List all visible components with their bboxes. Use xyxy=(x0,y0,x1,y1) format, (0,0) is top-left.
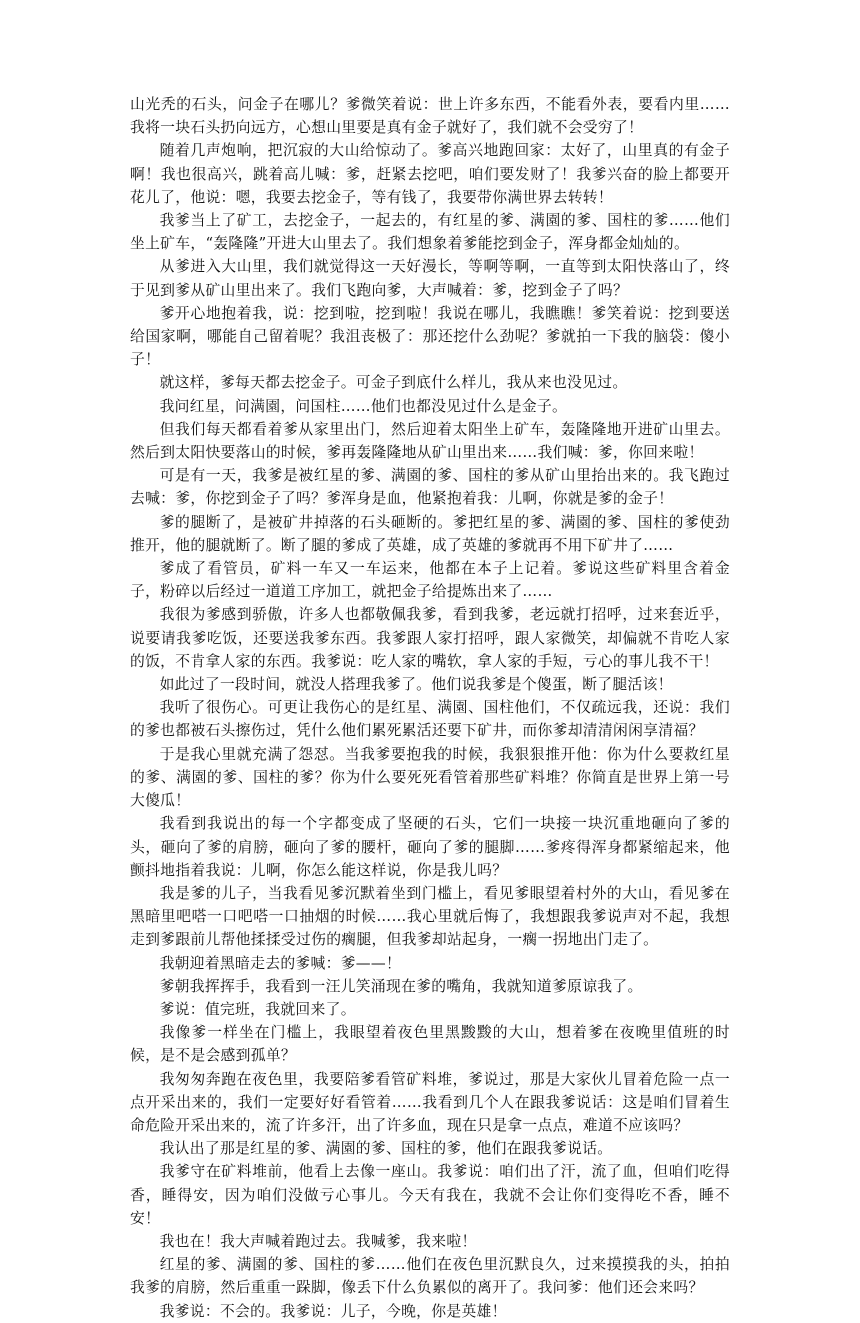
paragraph: 于是我心里就充满了怨怼。当我爹要抱我的时候，我狠狠推开他：你为什么要救红星的爹、满園的爹、国柱的爹？你为什么要死死看管着那些矿料堆？你简直是世界上第一号大傻瓜！ xyxy=(130,745,730,810)
paragraph: 随着几声炮响，把沉寂的大山给惊动了。爹高兴地跑回家：太好了，山里真的有金子啊！我也很高兴，跳着高儿喊：爹，赶紧去挖吧，咱们要发财了！我爹兴奋的脸上都要开花儿了，他说：嗯，我要去挖金子，等有钱了，我要带你满世界去转转！ xyxy=(130,142,730,206)
paragraph: 我认出了那是红星的爹、满園的爹、国柱的爹，他们在跟我爹说话。 xyxy=(159,1140,613,1158)
paragraph: 我匆匆奔跑在夜色里，我要陪爹看管矿料堆，爹说过，那是大家伙儿冒着危险一点一点开采出来的，我们一定要好好看管着……我看到几个人在跟我爹说话：这是咱们冒着生命危险开采出来的，流了许多汗，出了许多血，现在只是拿一点点，难道不应该吗？ xyxy=(130,1070,730,1134)
paragraph-continuation: 山光秃的石头，问金子在哪儿？爹微笑着说：世上许多东西，不能看外表，要看内里……我将一块石头扔向远方，心想山里要是真有金子就好了，我们就不会受穷了！ xyxy=(130,96,730,137)
paragraph: 我爹当上了矿工，去挖金子，一起去的，有红星的爹、满園的爹、国柱的爹……他们坐上矿车，“轰隆隆”开进大山里去了。我们想象着爹能挖到金子，浑身都金灿灿的。 xyxy=(130,212,730,253)
paragraph: 就这样，爹每天都去挖金子。可金子到底什么样儿，我从来也没见过。 xyxy=(159,374,628,392)
paragraph: 我爹守在矿料堆前，他看上去像一座山。我爹说：咱们出了汗，流了血，但咱们吃得香，睡得安，因为咱们没做亏心事儿。今天有我在，我就不会让你们变得吃不香，睡不安！ xyxy=(130,1163,730,1227)
paragraph: 可是有一天，我爹是被红星的爹、满園的爹、国柱的爹从矿山里抬出来的。我飞跑过去喊：爹，你挖到金子了吗？爹浑身是血，他紧抱着我：儿啊，你就是爹的金子！ xyxy=(130,467,730,508)
paragraph: 爹说：值完班，我就回来了。 xyxy=(159,1000,356,1018)
paragraph: 我朝迎着黑暗走去的爹喊：爹——！ xyxy=(159,954,402,972)
paragraph: 爹朝我挥挥手，我看到一汪儿笑涌现在爹的嘴角，我就知道爹原谅我了。 xyxy=(159,977,643,995)
paragraph: 红星的爹、满園的爹、国柱的爹……他们在夜色里沉默良久，过来摸摸我的头，拍拍我爹的肩膀，然后重重一跺脚，像丢下什么负累似的离开了。我问爹：他们还会来吗？ xyxy=(130,1256,730,1297)
paragraph: 我像爹一样坐在门槛上，我眼望着夜色里黑黢黢的大山，想着爹在夜晚里值班的时候，是不是会感到孤单？ xyxy=(130,1024,730,1065)
paragraph: 爹的腿断了，是被矿井掉落的石头砸断的。爹把红星的爹、满園的爹、国柱的爹使劲推开，他的腿就断了。断了腿的爹成了英雄，成了英雄的爹就再不用下矿井了…… xyxy=(130,513,730,554)
paragraph: 我看到我说出的每一个字都变成了坚硬的石头，它们一块接一块沉重地砸向了爹的头，砸向了爹的肩膀，砸向了爹的腰杆，砸向了爹的腿脚……爹疼得浑身都紧缩起来，他颤抖地指着我说：儿啊，你怎么能这样说，你是我儿吗？ xyxy=(130,815,730,879)
paragraph: 我爹说：不会的。我爹说：儿子，今晚，你是英雄！ xyxy=(159,1302,507,1320)
paragraph: 爹开心地抱着我，说：挖到啦，挖到啦！我说在哪儿，我瞧瞧！爹笑着说：挖到要送给国家啊，哪能自己留着呢？我沮丧极了：那还挖什么劲呢？爹就拍一下我的脑袋：傻小子！ xyxy=(130,304,730,369)
paragraph: 爹成了看管员，矿料一车又一车运来，他都在本子上记着。爹说这些矿料里含着金子，粉碎以后经过一道道工序加工，就把金子给提炼出来了…… xyxy=(130,560,730,601)
paragraph: 我也在！我大声喊着跑过去。我喊爹，我来啦！ xyxy=(159,1232,477,1250)
paragraph: 我很为爹感到骄傲，许多人也都敬佩我爹，看到我爹，老远就打招呼，过来套近乎，说要请我爹吃饭，还要送我爹东西。我爹跟人家打招呼，跟人家微笑，却偏就不肯吃人家的饭，不肯拿人家的东西。我爹说：吃人家的嘴软，拿人家的手短，亏心的事儿我不干！ xyxy=(130,606,730,670)
story-page xyxy=(130,93,730,1323)
paragraph: 如此过了一段时间，就没人搭理我爹了。他们说我爹是个傻蛋，断了腿活该！ xyxy=(159,676,673,694)
paragraph: 我听了很伤心。可更让我伤心的是红星、满園、国柱他们，不仅疏远我，还说：我们的爹也都被石头擦伤过，凭什么他们累死累活还要下矿井，而你爹却清清闲闲享清福？ xyxy=(130,699,730,740)
paragraph: 我问红星，问满園，问国柱……他们也都没见过什么是金子。 xyxy=(159,397,568,415)
paragraph: 我是爹的儿子，当我看见爹沉默着坐到门槛上，看见爹眼望着村外的大山，看见爹在黑暗里吧嗒一口吧嗒一口抽烟的时候……我心里就后悔了，我想跟我爹说声对不起，我想走到爹跟前儿帮他揉揉受过伤的瘸腿，但我爹却站起身，一瘸一拐地出门走了。 xyxy=(130,884,730,949)
paragraph: 但我们每天都看着爹从家里出门，然后迎着太阳坐上矿车，轰隆隆地开进矿山里去。然后到太阳快要落山的时候，爹再轰隆隆地从矿山里出来……我们喊：爹，你回来啦！ xyxy=(130,420,730,462)
paragraph: 从爹进入大山里，我们就觉得这一天好漫长，等啊等啊，一直等到太阳快落山了，终于见到爹从矿山里出来了。我们飞跑向爹，大声喊着：爹，挖到金子了吗？ xyxy=(130,258,730,299)
